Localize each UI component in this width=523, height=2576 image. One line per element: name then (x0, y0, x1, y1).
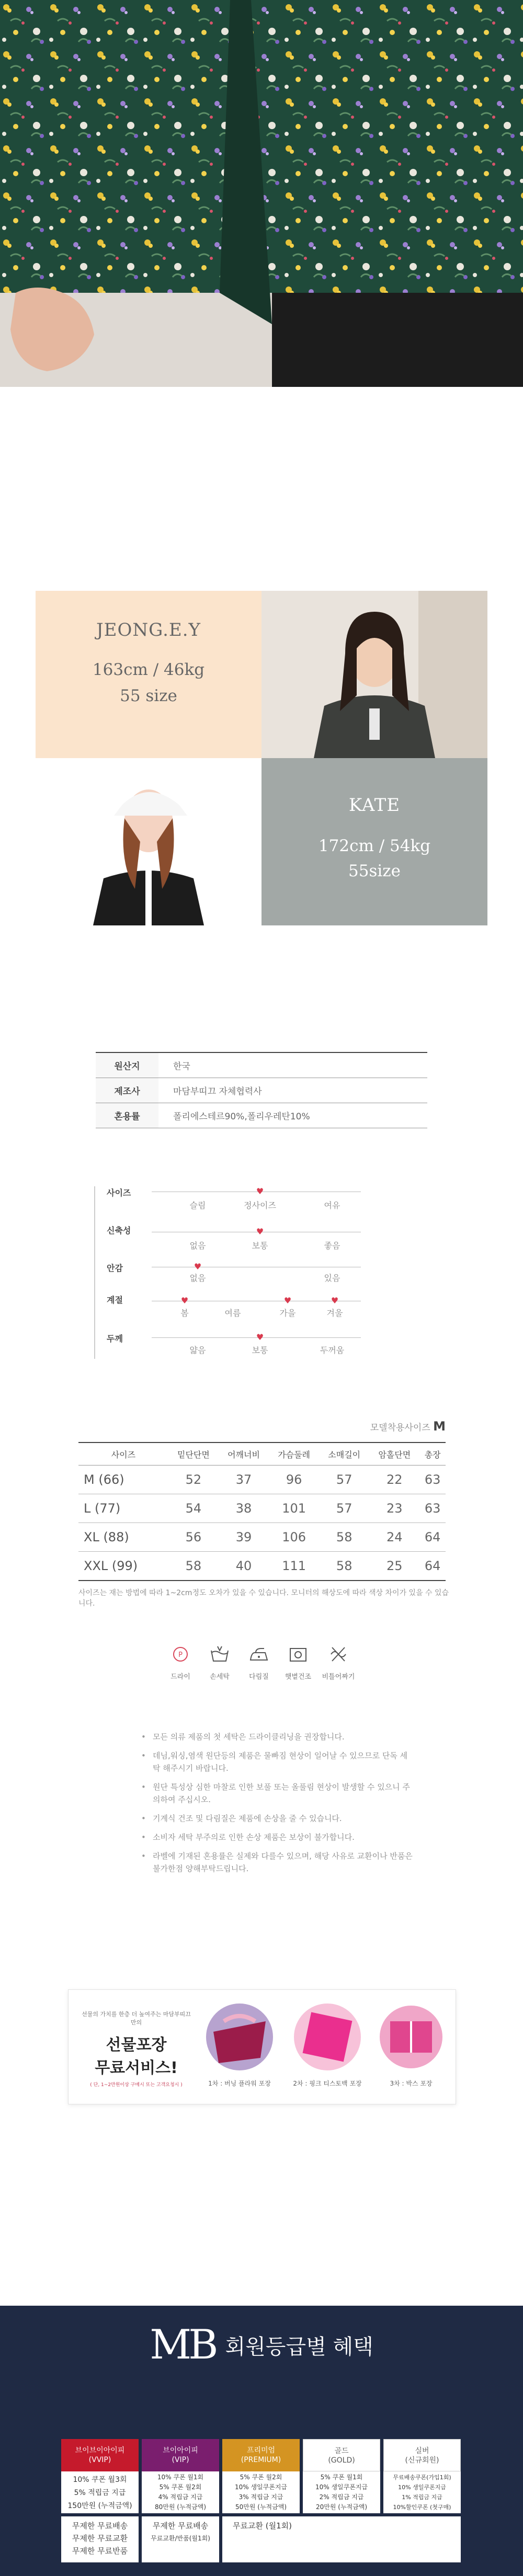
material-key: 원산지 (96, 1052, 158, 1078)
gift-image (203, 2000, 276, 2074)
benefit-item: 20만원 (누적금액) (316, 2503, 367, 2511)
size-cell: 63 (419, 1466, 446, 1494)
benefit-item: 2% 적립금 지급 (319, 2493, 364, 2501)
feature-option: 봄 (180, 1308, 189, 1318)
model-size-value: M (433, 1419, 446, 1434)
benefit-item: 5% 쿠폰 월2회 (240, 2474, 282, 2481)
feature-option: 좋음 (324, 1241, 340, 1251)
size-cell: 22 (369, 1466, 419, 1494)
feature-label-season: 계절 (107, 1295, 123, 1305)
grade-sub: (VIP) (172, 2456, 189, 2464)
benefit-item: 5% 쿠폰 월2회 (159, 2483, 202, 2491)
column-header: 암홀단면 (369, 1442, 419, 1466)
heart-icon: ♥ (283, 1296, 292, 1306)
feature-option: 두꺼움 (320, 1345, 345, 1355)
model-name: KATE (348, 795, 401, 816)
table-header (78, 1442, 446, 1466)
feature-label-stretch: 신축성 (107, 1226, 131, 1235)
size-cell: 57 (319, 1494, 369, 1523)
iron-icon (241, 1642, 277, 1667)
material-value: 폴리에스테르90%,폴리우레탄10% (158, 1103, 427, 1128)
membership-section (0, 2306, 523, 2576)
size-cell: 25 (369, 1552, 419, 1581)
feature-option: 여름 (224, 1308, 241, 1318)
feature-option: 있음 (324, 1273, 340, 1283)
feature-label-size: 사이즈 (107, 1188, 131, 1198)
care-item (280, 1642, 316, 1681)
material-key: 제조사 (96, 1078, 158, 1103)
gift-option-label: 3차 : 박스 포장 (390, 2080, 433, 2087)
column-header: 가슴둘레 (269, 1442, 319, 1466)
benefit-item: 1% 적립금 지급 (402, 2494, 442, 2501)
gift-title: 선물포장 (106, 2036, 167, 2054)
grade-vvip (61, 2439, 139, 2471)
care-item (320, 1642, 357, 1681)
footer-benefit: 무제한 무료배송 (152, 2521, 209, 2531)
gift-option-label: 2차 : 핑크 티스토백 포장 (293, 2080, 362, 2087)
model-height-weight: 172cm / 54kg (318, 837, 431, 855)
grade-benefits-silver (383, 2471, 461, 2513)
grade-sub: (PREMIUM) (241, 2456, 281, 2464)
svg-text:P: P (178, 1651, 183, 1659)
gift-title: 무료서비스! (95, 2059, 178, 2077)
benefit-item: 80만원 (누적금액) (155, 2503, 206, 2511)
benefit-item: 4% 적립금 지급 (158, 2493, 203, 2501)
care-item (201, 1642, 238, 1681)
size-cell: 56 (168, 1523, 219, 1552)
caution-item: • 원단 특성상 심한 마찰로 인한 보풀 또는 올풀림 현상이 발생할 수 있으니 주의하여 주십시오. (141, 1781, 413, 1806)
gift-wrap-banner (68, 1989, 456, 2104)
table-row (96, 1078, 427, 1103)
material-table (96, 1052, 427, 1128)
feature-option: 없음 (189, 1241, 206, 1251)
feature-option: 없음 (189, 1273, 206, 1283)
grade-silver (383, 2439, 461, 2471)
sun-dry-icon (280, 1642, 316, 1667)
care-label: 다림질 (249, 1673, 269, 1681)
model-size-label: 모델착용사이즈 (370, 1423, 430, 1433)
material-value: 한국 (158, 1052, 427, 1078)
size-cell: 111 (269, 1552, 319, 1581)
feature-label-thickness: 두께 (107, 1334, 123, 1344)
footer-benefit: 무료교환 (월1회) (233, 2521, 292, 2531)
grade-premium (222, 2439, 300, 2471)
gift-sub: ( 단, 1~2만원이상 구매시 또는 고객요청시 ) (90, 2082, 183, 2088)
model-info-jeong (36, 591, 487, 758)
benefit-item: 10% 생일쿠폰지급 (315, 2483, 368, 2491)
model-size-caption (370, 1419, 446, 1434)
grade-sub: (GOLD) (328, 2456, 355, 2465)
feature-option: 슬림 (189, 1200, 206, 1210)
heart-icon: ♥ (256, 1332, 264, 1342)
size-cell: 39 (219, 1523, 269, 1552)
feature-option: 얇음 (189, 1345, 206, 1355)
feature-label-lining: 안감 (107, 1263, 123, 1273)
model-text (36, 591, 262, 758)
caution-item: • 데님,워싱,염색 원단등의 제품은 물빠짐 현상이 일어날 수 있으므로 단독 세탁 해주시기 바랍니다. (141, 1749, 413, 1774)
heart-icon: ♥ (180, 1296, 189, 1306)
feature-option: 보통 (252, 1345, 268, 1355)
grade-benefits-vip (142, 2471, 219, 2513)
table-row (78, 1523, 446, 1552)
size-cell: 101 (269, 1494, 319, 1523)
material-key: 혼용률 (96, 1103, 158, 1128)
size-cell: 64 (419, 1552, 446, 1581)
heart-icon: ♥ (256, 1186, 264, 1196)
grade-benefits-premium (222, 2471, 300, 2513)
size-cell: 58 (319, 1523, 369, 1552)
size-cell: 38 (219, 1494, 269, 1523)
benefit-item: 10% 쿠폰 월3회 (73, 2476, 127, 2484)
care-cautions (141, 1731, 413, 1881)
size-cell: XXL (99) (78, 1552, 168, 1581)
grade-footer-vvip (61, 2516, 139, 2562)
gift-image (377, 2000, 445, 2074)
feature-option: 여유 (324, 1200, 340, 1210)
size-cell: 106 (269, 1523, 319, 1552)
size-cell: 54 (168, 1494, 219, 1523)
size-cell: 64 (419, 1523, 446, 1552)
size-note: 사이즈는 재는 방법에 따라 1~2cm정도 오차가 있을 수 있습니다. 모니터의 해상도에 따라 색상 차이가 있을 수 있습니다. (78, 1589, 449, 1608)
gift-option (374, 2000, 448, 2088)
table-row (96, 1052, 427, 1078)
care-label: 비틀어짜기 (322, 1673, 355, 1681)
size-cell: 63 (419, 1494, 446, 1523)
caution-item: • 소비자 세탁 부주의로 인한 손상 제품은 보상이 불가합니다. (141, 1831, 413, 1844)
benefit-item: 3% 적립금 지급 (238, 2493, 283, 2501)
feature-scale (94, 1179, 377, 1367)
heart-icon: ♥ (331, 1296, 339, 1306)
hand-wash-icon (201, 1642, 238, 1667)
benefit-item: 5% 쿠폰 월1회 (320, 2474, 363, 2481)
model-photo (262, 591, 487, 758)
size-cell: XL (88) (78, 1523, 168, 1552)
gift-image (291, 2000, 364, 2074)
gift-option-label: 1차 : 버닝 플라워 포장 (208, 2080, 271, 2087)
care-label: 손세탁 (210, 1673, 230, 1681)
heart-icon: ♥ (256, 1227, 264, 1237)
grade-name: 프리미엄 (246, 2446, 276, 2455)
footer-benefit: 무제한 무료교환 (72, 2534, 128, 2543)
column-header: 어깨너비 (219, 1442, 269, 1466)
footer-benefit: 무료교환/반품(월1회) (151, 2535, 210, 2542)
grade-gold (303, 2439, 380, 2471)
gift-option (283, 2000, 372, 2088)
column-header: 총장 (419, 1442, 446, 1466)
heart-icon: ♥ (194, 1262, 202, 1272)
column-header: 밑단단면 (168, 1442, 219, 1466)
model-height-weight: 163cm / 46kg (92, 660, 205, 679)
membership-header (0, 2321, 523, 2368)
size-cell: 40 (219, 1552, 269, 1581)
material-value: 마담부띠끄 자체협력사 (158, 1078, 427, 1103)
size-cell: 58 (319, 1552, 369, 1581)
product-photo (0, 0, 523, 387)
model-size: 55size (348, 862, 401, 880)
feature-option: 겨울 (326, 1308, 343, 1318)
model-photo (36, 758, 262, 925)
gift-option (200, 2000, 279, 2088)
membership-title: 회원등급별 혜택 (225, 2334, 373, 2359)
grade-name: 브이브이아이피 (75, 2446, 125, 2455)
feature-option: 보통 (252, 1241, 268, 1251)
size-cell: 57 (319, 1466, 369, 1494)
care-label: 드라이 (170, 1673, 190, 1681)
column-header: 사이즈 (78, 1442, 168, 1466)
column-header: 소매길이 (319, 1442, 369, 1466)
benefit-item: 5% 적립금 지급 (74, 2489, 126, 2497)
grade-sub: (신규회원) (405, 2456, 439, 2465)
grade-name: 실버 (415, 2447, 429, 2455)
table-row (78, 1466, 446, 1494)
size-cell: 23 (369, 1494, 419, 1523)
grade-footer-rest (222, 2516, 461, 2562)
brand-logo: MB (150, 2321, 215, 2368)
feature-option: 정사이즈 (244, 1200, 276, 1210)
footer-benefit: 무제한 무료배송 (72, 2521, 128, 2531)
care-item (241, 1642, 277, 1681)
model-info-kate (36, 758, 487, 925)
model-size: 55 size (120, 686, 177, 705)
caution-item: • 라벨에 기재된 혼용률은 실제와 다를수 있으며, 해당 사유로 교환이나 반품은 불가한점 양해부탁드립니다. (141, 1850, 413, 1875)
benefit-item: 무료배송쿠폰(가입1회) (393, 2474, 451, 2481)
size-cell: 37 (219, 1466, 269, 1494)
grade-footer-vip (142, 2516, 219, 2562)
model-name: JEONG.E.Y (96, 620, 201, 640)
size-cell: 58 (168, 1552, 219, 1581)
grade-benefits-gold (303, 2471, 380, 2513)
benefit-item: 10% 생일쿠폰지급 (398, 2484, 446, 2491)
care-item (162, 1642, 199, 1681)
table-row (78, 1552, 446, 1581)
size-cell: M (66) (78, 1466, 168, 1494)
benefit-item: 50만원 (누적금액) (235, 2503, 287, 2511)
care-label: 햇볕건조 (285, 1673, 312, 1681)
table-row (96, 1103, 427, 1128)
grade-name: 골드 (334, 2447, 349, 2455)
feature-divider (94, 1186, 95, 1359)
size-cell: 96 (269, 1466, 319, 1494)
caution-item: • 모든 의류 제품의 첫 세탁은 드라이클리닝을 권장합니다. (141, 1731, 413, 1743)
grade-sub: (VVIP) (88, 2456, 111, 2464)
dry-clean-icon (162, 1642, 199, 1667)
gift-intro: 선물의 가치를 한층 더 높여주는 마담부띠끄 만의 (82, 2011, 191, 2026)
grade-benefits-vvip (61, 2471, 139, 2513)
feature-option: 가을 (279, 1308, 296, 1318)
model-text (262, 758, 487, 925)
size-cell: 24 (369, 1523, 419, 1552)
grade-vip (142, 2439, 219, 2471)
caution-item: • 기계식 건조 및 다림질은 제품에 손상을 줄 수 있습니다. (141, 1812, 413, 1825)
benefit-item: 10% 생일쿠폰지급 (234, 2483, 288, 2491)
benefit-item: 150만원 (누적금액) (67, 2502, 132, 2510)
size-table (78, 1442, 446, 1581)
size-cell: L (77) (78, 1494, 168, 1523)
benefit-item: 10% 쿠폰 월1회 (157, 2474, 204, 2481)
size-cell: 52 (168, 1466, 219, 1494)
footer-benefit: 무제한 무료반품 (72, 2546, 128, 2556)
no-bleach-icon (320, 1642, 357, 1667)
grade-name: 브이아이피 (163, 2446, 198, 2455)
table-row (78, 1494, 446, 1523)
benefit-item: 10%할인쿠폰 (첫구매) (393, 2504, 451, 2511)
